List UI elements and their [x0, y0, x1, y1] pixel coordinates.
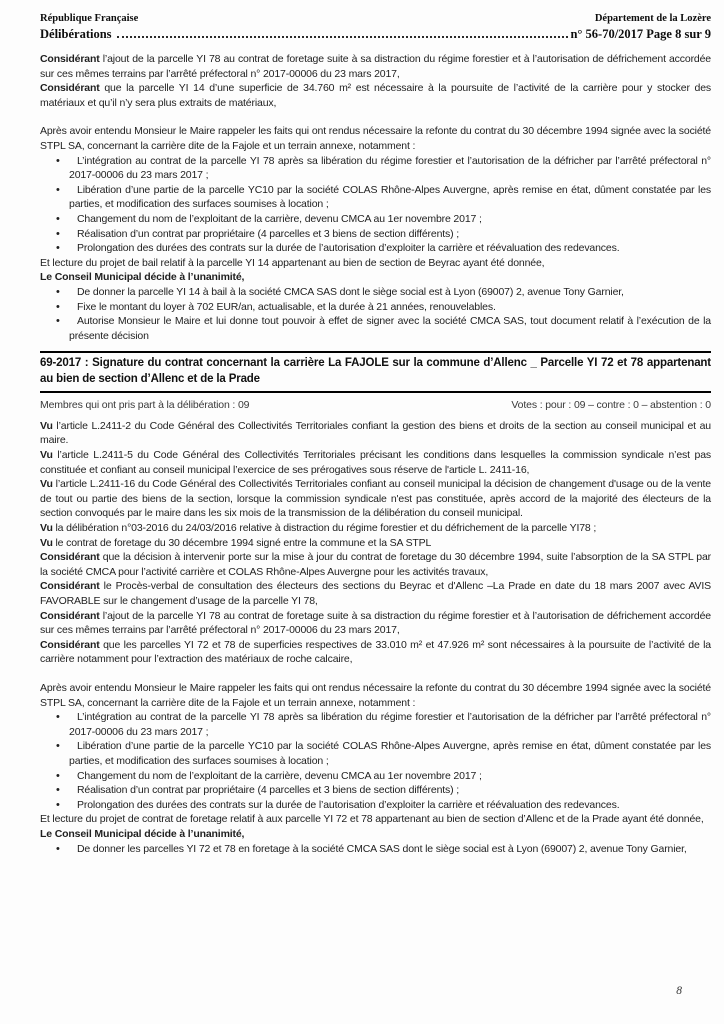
apres-avoir-paragraph: Après avoir entendu Monsieur le Maire rappeler les faits qui ont rendus nécessaire la refonte du contrat du 30 décembre 1994 signée avec la société STPL SA, concernant la carrière dite de la Fajole et un terrain annexe, notamment : [40, 681, 711, 709]
header-republique: République Française [40, 13, 139, 24]
bullet-item: • L’intégration au contrat de la parcelle YI 78 après sa libération du régime forestier et l’autorisation de la défricher par l’arrêté préfectoral n° 2017-00006 du 23 mars 2017 ; [40, 154, 711, 183]
paragraph-text: l’ajout de la parcelle YI 78 au contrat de foretage suite à sa distraction du régime forestier et à l’autorisation de défrichement accordée sur ces mêmes terrains par l’arrêté préfectoral n° 2017-00006 du 23 mars 2017, [40, 609, 711, 637]
bullet-item: • De donner la parcelle YI 14 à bail à la société CMCA SAS dont le siège social est à Lyon (69007) 2, avenue Tony Garnier, [40, 285, 711, 300]
decide-heading: Le Conseil Municipal décide à l’unanimité, [40, 271, 245, 284]
paragraph-text: que la parcelle YI 14 d’une superficie de 34.760 m² est nécessaire à la poursuite de l’activité de la carrière pour y stocker des matériaux et qu’il n’y sera plus extraits de matériaux, [40, 82, 711, 109]
paragraph-lead: Vu [40, 536, 53, 549]
page-number: 8 [676, 985, 682, 997]
paragraph-lead: Vu [40, 522, 53, 535]
considerant-paragraph [40, 638, 711, 667]
paragraph-lead: Vu [40, 449, 53, 462]
paragraph-lead: Considérant [40, 638, 100, 651]
bullet-item: • Réalisation d’un contrat par propriétaire (4 parcelles et 3 biens de section différents) ; [40, 783, 711, 798]
paragraph-lead: Considérant [40, 53, 100, 65]
vu-paragraph [40, 419, 711, 448]
considerant-paragraph [40, 52, 711, 81]
header-row-1 [40, 12, 711, 25]
votes-summary: Votes : pour : 09 – contre : 0 – abstention : 0 [511, 399, 711, 412]
paragraph-text: l’article L.2411-2 du Code Général des Collectivités Territoriales confiant la gestion des biens et droits de la section au conseil municipal et au maire. [40, 419, 711, 447]
bullet-item: • Réalisation d’un contrat par propriétaire (4 parcelles et 3 biens de section différents) ; [40, 227, 711, 242]
paragraph-lead: Vu [40, 478, 53, 491]
faits-list [40, 710, 711, 812]
bullet-item: • L’intégration au contrat de la parcelle YI 78 après sa libération du régime forestier et l’autorisation de la défricher par l’arrêté préfectoral n° 2017-00006 du 23 mars 2017 ; [40, 710, 711, 739]
paragraph-text: l’article L.2411-16 du Code Général des Collectivités Territoriales confiant au conseil municipal la décision de changement d'usage ou de la vente de tout ou partie des biens de la section, lorsque la commission syndicale n'est pas constituée, après accord de la majorité des électeurs de la section convoqués par le maire dans les six mois de la transmission de la délibération du conseil municipal. [40, 478, 711, 520]
paragraph-lead: Considérant [40, 82, 100, 95]
considerant-paragraph [40, 609, 711, 638]
page-header [40, 12, 711, 42]
bullet-item: • De donner les parcelles YI 72 et 78 en foretage à la société CMCA SAS dont le siège social est à Lyon (69007) 2, avenue Tony Garnier, [40, 842, 711, 857]
lecture-paragraph: Et lecture du projet de contrat de foretage relatif à aux parcelle YI 72 et 78 appartenant au bien de section d’Allenc et de la Prade ayant été donnée, [40, 813, 704, 826]
paragraph-text: l’ajout de la parcelle YI 78 au contrat de foretage suite à sa distraction du régime forestier et à l’autorisation de défrichement accordée sur ces mêmes terrains par l’arrêté préfectoral n° 2017-00006 du 23 mars 2017, [40, 53, 711, 80]
paragraph-text: que les parcelles YI 72 et 78 de superficies respectives de 33.010 m² et 47.926 m² sont nécessaires à la poursuite de l’activité de la carrière notamment pour l’extraction des matériaux de roche calcaire, [40, 638, 711, 666]
bullet-item: • Libération d’une partie de la parcelle YC10 par la société COLAS Rhône-Alpes Auvergne, après remise en état, dûment constatée par les parties, et modification des surfaces soumises à location ; [40, 739, 711, 768]
paragraph-text: le contrat de foretage du 30 décembre 1994 signé entre la commune et la SA STPL [52, 536, 432, 549]
apres-avoir-paragraph: Après avoir entendu Monsieur le Maire rappeler les faits qui ont rendus nécessaire la refonte du contrat du 30 décembre 1994 signée avec la société STPL SA, concernant la carrière dite de la Fajole et un terrain annexe, notamment : [40, 125, 711, 152]
considerant-paragraph [40, 81, 711, 110]
bullet-item: • Fixe le montant du loyer à 702 EUR/an, actualisable, et la durée à 21 années, renouvelables. [40, 300, 711, 315]
paragraph-text: le Procès-verbal de consultation des électeurs des sections du Beyrac et d'Allenc –La Prade en date du 18 mars 2007 avec AVIS FAVORABLE sur le changement d’usage de la parcelle YI 78, [40, 580, 711, 607]
faits-list [40, 154, 711, 256]
membres-count: Membres qui ont pris part à la délibération : 09 [40, 399, 250, 412]
deliberation-69-title: 69-2017 : Signature du contrat concernant la carrière La FAJOLE sur la commune d’Allenc _ Parcelle YI 72 et 78 appartenant au bien de section d’Allenc et de la Prade [40, 351, 711, 393]
header-departement: Département de la Lozère [594, 13, 711, 24]
bullet-item: • Prolongation des durées des contrats sur la durée de l’autorisation d’exploiter la carrière et réévaluation des redevances. [40, 798, 711, 813]
blank-line [40, 667, 711, 681]
header-deliberations-label: Délibérations [40, 27, 112, 41]
blank-line [40, 110, 711, 124]
decisions-list [40, 285, 711, 343]
bullet-item: • Prolongation des durées des contrats sur la durée de l’autorisation d’exploiter la carrière et réévaluation des redevances. [40, 241, 711, 256]
bullet-item: • Changement du nom de l’exploitant de la carrière, devenu CMCA au 1er novembre 2017 ; [40, 769, 711, 784]
paragraph-lead: Considérant [40, 580, 100, 593]
considerant-paragraph [40, 579, 711, 608]
document-body [40, 52, 711, 856]
paragraph-text: l’article L.2411-5 du Code Général des Collectivités Territoriales précisant les conditions dans lesquelles la commission syndicale n’est pas constituée et confiant au conseil municipal l’exercice de ses prérogatives sous réserve de l'article L. 2411-16, [40, 449, 711, 476]
lecture-paragraph: Et lecture du projet de bail relatif à la parcelle YI 14 appartenant au bien de section de Beyrac ayant été donnée, [40, 256, 545, 269]
paragraph-text: que la décision à intervenir porte sur la mise à jour du contrat de foretage du 30 décembre 1994, suite l’absorption de la SA STPL par la société CMCA pour l’activité carrière et COLAS Rhône-Alpes Auvergne pour les activités travaux, [40, 551, 711, 578]
header-page-ref: n° 56-70/2017 Page 8 sur 9 [570, 27, 711, 41]
bullet-item: • Libération d’une partie de la parcelle YC10 par la société COLAS Rhône-Alpes Auvergne, après remise en état, dûment constatée par les parties, et modification des surfaces soumises à location ; [40, 183, 711, 212]
membres-votes-row [40, 398, 711, 413]
bullet-item: • Changement du nom de l’exploitant de la carrière, devenu CMCA au 1er novembre 2017 ; [40, 212, 711, 227]
decisions-list [40, 842, 711, 857]
paragraph-text: la délibération n°03-2016 du 24/03/2016 relative à distraction du régime forestier et du défrichement de la parcelle YI78 ; [52, 522, 597, 535]
vu-paragraph [40, 521, 711, 536]
bullet-item: • Autorise Monsieur le Maire et lui donne tout pouvoir à effet de signer avec la société CMCA SAS, tout document relatif à l’exécution de la présente décision [40, 314, 711, 343]
vu-paragraph [40, 448, 711, 477]
considerant-paragraph [40, 550, 711, 579]
paragraph-lead: Vu [40, 419, 53, 432]
vu-paragraph [40, 536, 711, 551]
header-row-2 [40, 27, 711, 42]
vu-paragraph [40, 477, 711, 521]
paragraph-lead: Considérant [40, 609, 100, 622]
decide-heading: Le Conseil Municipal décide à l’unanimité, [40, 827, 245, 840]
paragraph-lead: Considérant [40, 551, 100, 564]
dotted-leader [117, 35, 569, 38]
